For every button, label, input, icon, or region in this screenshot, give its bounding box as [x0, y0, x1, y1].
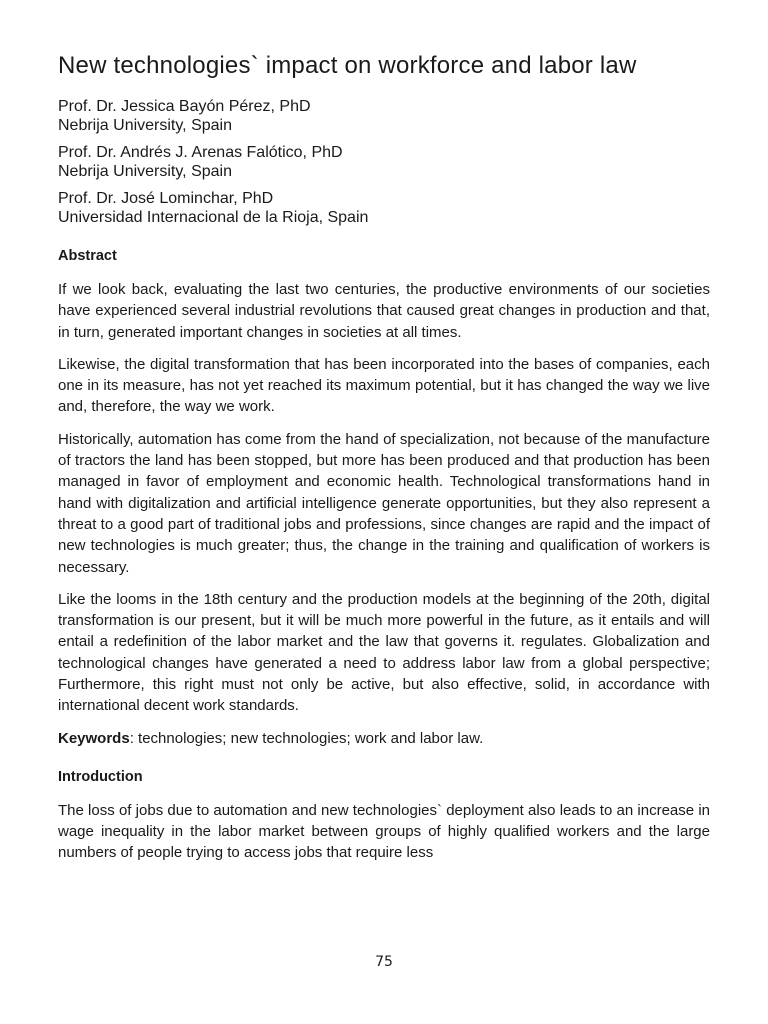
keywords-text: : technologies; new technologies; work and labor law.	[129, 729, 484, 747]
author-name: Prof. Dr. Jessica Bayón Pérez, PhD	[58, 98, 311, 115]
author-affiliation: Nebrija University, Spain	[58, 163, 232, 180]
author-block	[58, 97, 710, 135]
abstract-paragraph: Likewise, the digital transformation that has been incorporated into the bases of companies, each one in its measure, has not yet reached its maximum potential, but it has changed the way we live and, therefore, the way we work.	[58, 355, 710, 416]
paper-title: New technologies` impact on workforce and labor law	[58, 52, 637, 79]
abstract-paragraph: Historically, automation has come from the hand of specialization, not because of the manufacture of tractors the land has been stopped, but more has been produced and that production has been managed in favor of employment and economic health. Technological transformations hand in hand with digitalization and artificial intelligence generate opportunities, but they also represent a threat to a good part of traditional jobs and professions, since changes are rapid and the impact of new technologies is much greater; thus, the change in the training and qualification of workers is necessary.	[58, 430, 710, 576]
page-number: 75	[375, 954, 393, 970]
author-block	[58, 189, 710, 227]
introduction-paragraph: The loss of jobs due to automation and new technologies` deployment also leads to an increase in wage inequality in the labor market between groups of highly qualified workers and the large numbers of people trying to access jobs that require less	[58, 801, 710, 862]
abstract-heading: Abstract	[58, 248, 117, 264]
author-list	[58, 97, 710, 235]
keywords-line	[58, 728, 710, 749]
keywords-label: Keywords	[58, 729, 130, 747]
abstract-paragraph: If we look back, evaluating the last two centuries, the productive environments of our societies have experienced several industrial revolutions that caused great changes in production and that, in turn, generated important changes in societies at all times.	[58, 281, 710, 341]
author-block	[58, 143, 710, 181]
author-affiliation: Universidad Internacional de la Rioja, Spain	[58, 209, 369, 226]
author-affiliation: Nebrija University, Spain	[58, 117, 232, 134]
introduction-heading: Introduction	[58, 768, 143, 785]
author-name: Prof. Dr. Andrés J. Arenas Falótico, PhD	[58, 144, 343, 161]
author-name: Prof. Dr. José Lominchar, PhD	[58, 190, 274, 207]
paper-body	[58, 246, 710, 875]
abstract-paragraph: Like the looms in the 18th century and the production models at the beginning of the 20th, digital transformation is our present, but it will be much more powerful in the future, as it entails and will entail a redefinition of the labor market and the law that governs it. regulates. Globalization and technological changes have generated a need to address labor law from a global perspective; Furthermore, this right must not only be active, but also effective, solid, in accordance with international decent work standards.	[58, 590, 710, 715]
